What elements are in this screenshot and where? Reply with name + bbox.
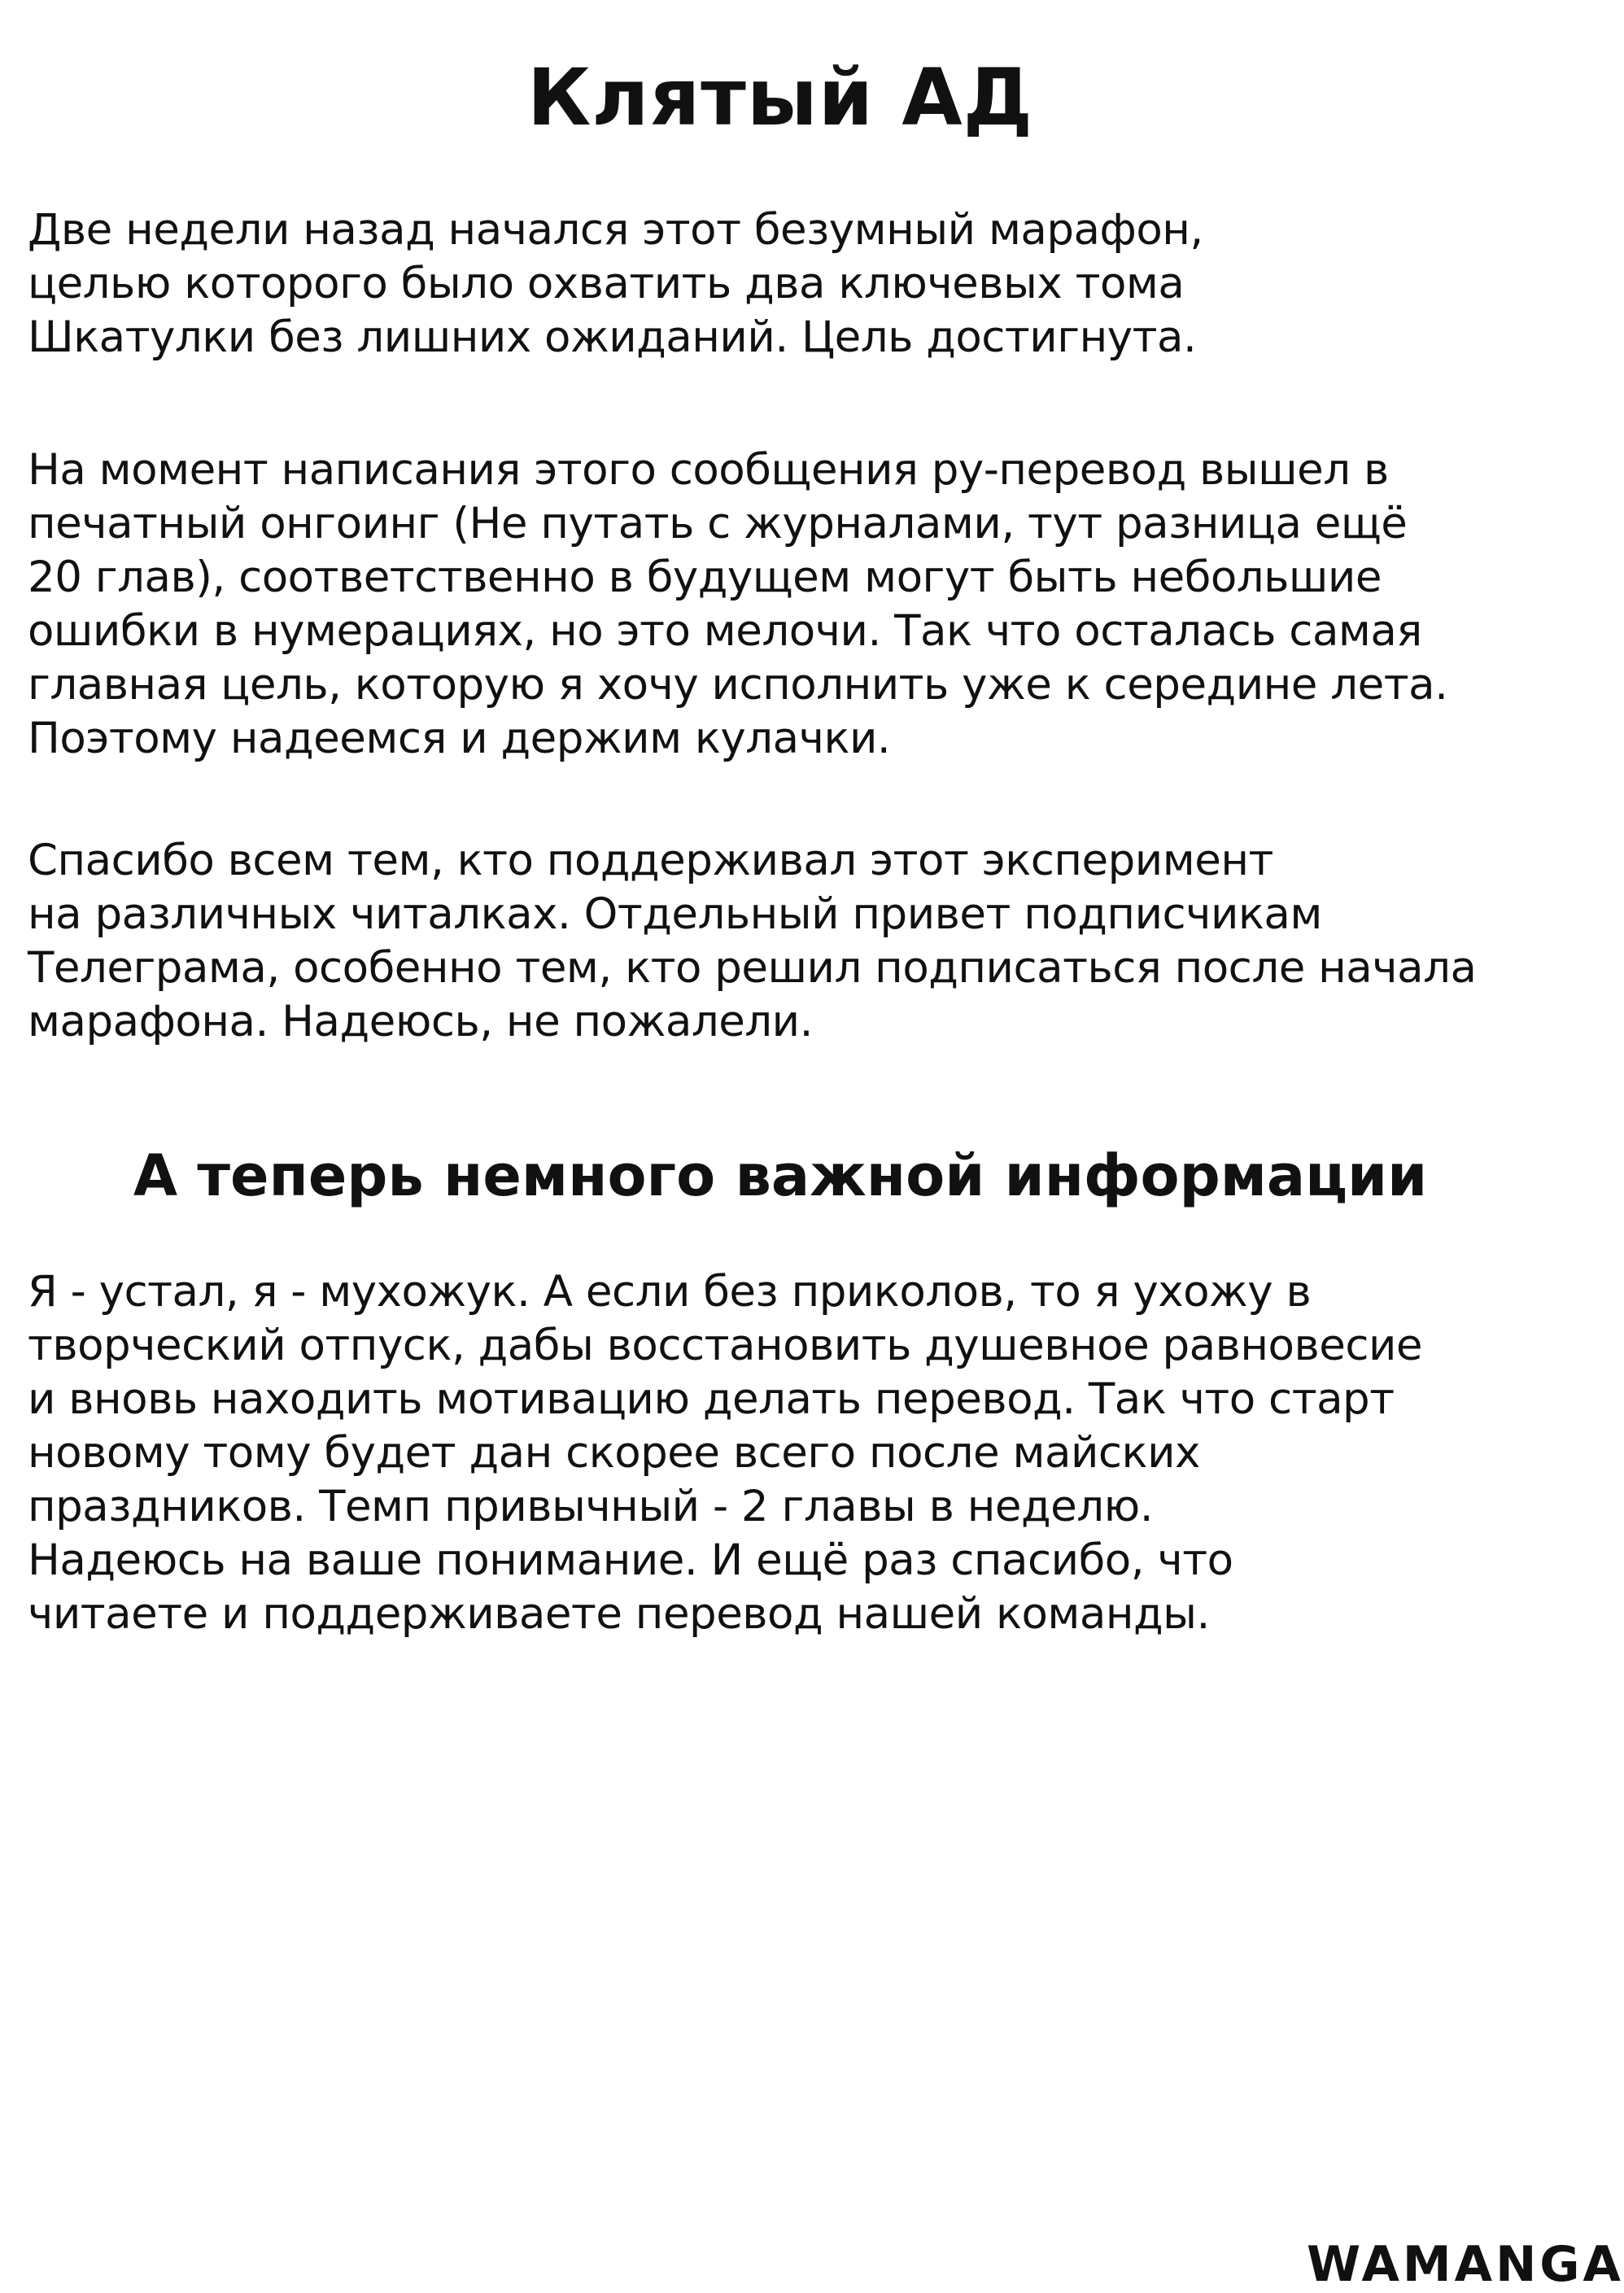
text-line: на различных читалках. Отдельный привет подписчикам [28, 889, 1322, 939]
text-line: Телеграма, особенно тем, кто решил подписаться после начала [28, 943, 1477, 993]
text-line: главная цель, которую я хочу исполнить уже к середине лета. [28, 660, 1448, 710]
text-line: марафона. Надеюсь, не пожалели. [28, 997, 813, 1046]
text-line: Надеюсь на ваше понимание. И ещё раз спасибо, что [28, 1535, 1233, 1585]
important-paragraph [28, 1265, 1533, 1641]
text-line: Поэтому надеемся и держим кулачки. [28, 714, 891, 763]
text-line: На момент написания этого сообщения ру-перевод вышел в [28, 445, 1389, 495]
text-line: новому тому будет дан скорее всего после майских [28, 1428, 1200, 1478]
text-line: ошибки в нумерациях, но это мелочи. Так что осталась самая [28, 606, 1422, 656]
intro-paragraph [28, 203, 1533, 365]
text-line: Шкатулки без лишних ожиданий. Цель достигнута. [28, 312, 1197, 362]
status-paragraph [28, 443, 1533, 766]
watermark-logo: WAMANGA [1307, 2236, 1624, 2293]
text-line: Спасибо всем тем, кто поддерживал этот эксперимент [28, 836, 1273, 885]
text-line: и вновь находить мотивацию делать перевод. Так что старт [28, 1374, 1395, 1424]
text-line: целью которого было охватить два ключевых тома [28, 259, 1185, 308]
thanks-paragraph [28, 834, 1533, 1049]
text-line: печатный онгоинг (Не путать с журналами, тут разница ещё [28, 499, 1408, 548]
text-line: праздников. Темп привычный - 2 главы в неделю. [28, 1482, 1154, 1531]
text-line: 20 глав), соответственно в будущем могут быть небольшие [28, 553, 1382, 602]
text-line: читаете и поддерживаете перевод нашей команды. [28, 1589, 1210, 1639]
text-line: Две недели назад начался этот безумный марафон, [28, 205, 1203, 255]
text-line: творческий отпуск, дабы восстановить душевное равновесие [28, 1321, 1423, 1370]
page-title: Клятый АД [526, 52, 1034, 143]
text-line: Я - устал, я - мухожук. А если без приколов, то я ухожу в [28, 1267, 1312, 1317]
section-heading: А теперь немного важной информации [133, 1142, 1428, 1209]
